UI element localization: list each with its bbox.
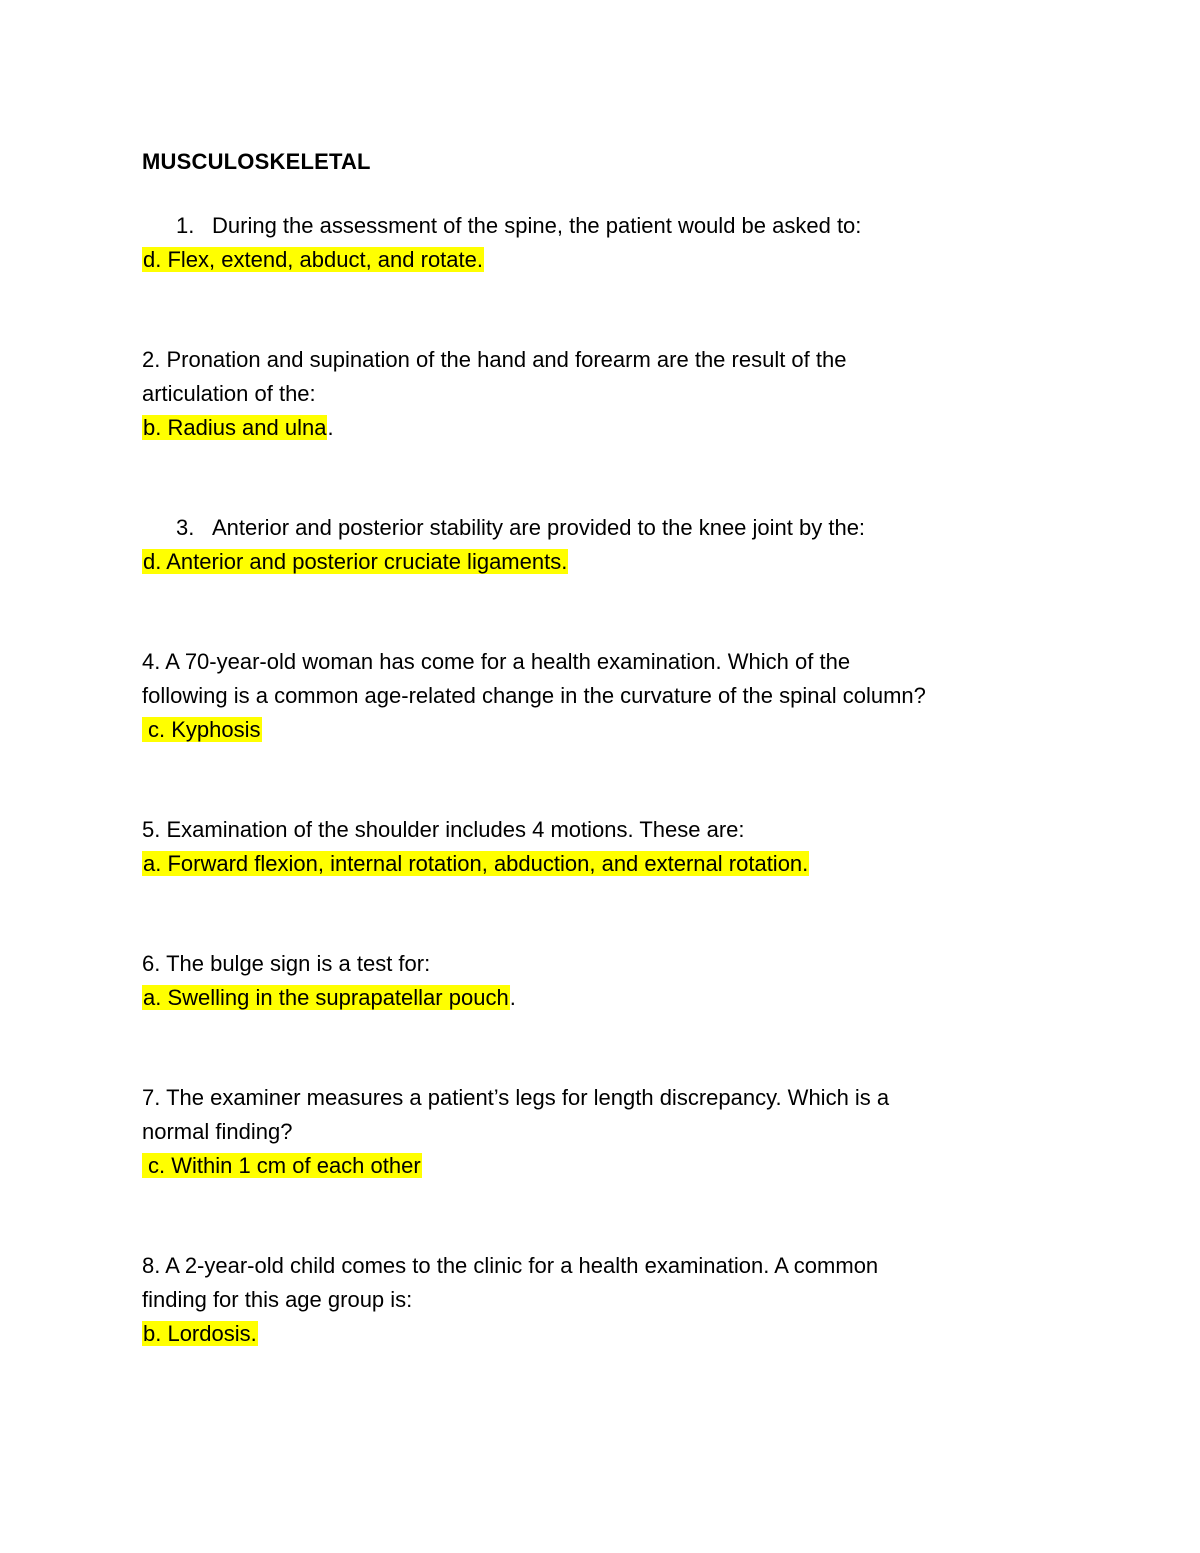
document-title: MUSCULOSKELETAL [142,149,371,174]
question-4-answer-line [142,713,1072,747]
question-3 [142,511,1072,579]
question-5-text-1: 5. Examination of the shoulder includes 4 motions. These are: [142,817,745,842]
question-1 [142,209,1072,277]
question-6-answer: a. Swelling in the suprapatellar pouch [143,985,509,1010]
question-1-text: During the assessment of the spine, the patient would be asked to: [212,213,862,238]
question-2 [142,343,1072,445]
question-3-number: 3. [176,515,195,540]
question-8-text-2: finding for this age group is: [142,1287,413,1312]
question-7-text-2: normal finding? [142,1119,293,1144]
question-3-answer-line [142,545,1072,579]
question-5-answer-line [142,847,1072,881]
question-6-text-1: 6. The bulge sign is a test for: [142,951,431,976]
question-2-text-1: 2. Pronation and supination of the hand and forearm are the result of the [142,347,847,372]
question-8-answer: b. Lordosis. [143,1321,257,1346]
question-4-text-2: following is a common age-related change in the curvature of the spinal column? [142,683,926,708]
question-7-text-1: 7. The examiner measures a patient’s legs for length discrepancy. Which is a [142,1085,890,1110]
question-1-line [142,209,1072,243]
question-4-answer: c. Kyphosis [142,717,262,742]
question-7 [142,1081,1072,1183]
question-8-answer-line [142,1317,1072,1351]
question-4 [142,645,1072,747]
question-3-text: Anterior and posterior stability are provided to the knee joint by the: [212,515,866,540]
question-2-answer: b. Radius and ulna [143,415,327,440]
question-8 [142,1249,1072,1351]
question-1-answer: d. Flex, extend, abduct, and rotate. [143,247,483,272]
question-6 [142,947,1072,1015]
question-7-answer-line [142,1149,1072,1183]
question-7-answer: c. Within 1 cm of each other [142,1153,422,1178]
question-5 [142,813,1072,881]
question-5-answer: a. Forward flexion, internal rotation, abduction, and external rotation. [143,851,809,876]
question-1-number: 1. [176,213,195,238]
question-6-answer-line [142,981,1072,1015]
question-4-text-1: 4. A 70-year-old woman has come for a health examination. Which of the [142,649,851,674]
question-2-answer-trail: . [327,415,334,440]
question-3-line [142,511,1072,545]
question-1-answer-line [142,243,1072,277]
question-2-answer-line [142,411,1072,445]
question-6-answer-trail: . [509,985,516,1010]
question-2-text-2: articulation of the: [142,381,316,406]
question-3-answer: d. Anterior and posterior cruciate ligaments. [143,549,568,574]
question-8-text-1: 8. A 2-year-old child comes to the clinic for a health examination. A common [142,1253,879,1278]
